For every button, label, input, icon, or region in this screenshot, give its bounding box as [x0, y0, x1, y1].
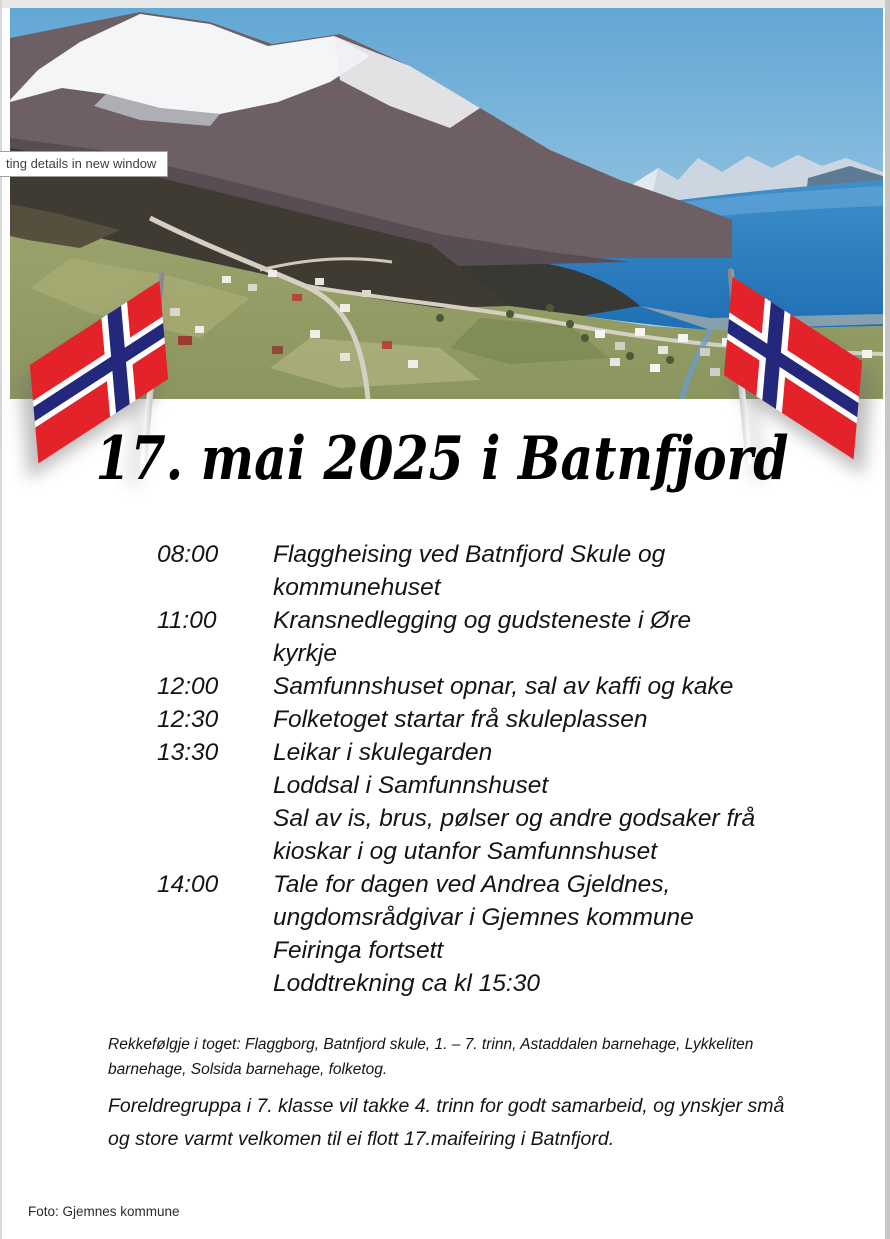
schedule-description: Leikar i skulegarden Loddsal i Samfunnshuset Sal av is, brus, pølser og andre godsaker frå kioskar i og utanfor Samfunnshuset [273, 739, 756, 865]
schedule-time: 13:30 [157, 739, 219, 766]
window-right-edge[interactable] [885, 0, 890, 1239]
schedule-time: 08:00 [157, 541, 219, 568]
schedule-description: Kransnedlegging og gudsteneste i Øre kyrkje [273, 607, 692, 667]
page-title: 17. mai 2025 i Batnfjord [95, 424, 789, 494]
schedule-time: 12:00 [157, 673, 219, 700]
tooltip: ting details in new window [0, 151, 168, 177]
schedule-row [157, 868, 817, 1000]
schedule-description: Flaggheising ved Batnfjord Skule og kommunehuset [273, 541, 666, 601]
schedule-time: 11:00 [157, 607, 217, 634]
schedule-description: Folketoget startar frå skuleplassen [273, 706, 648, 733]
schedule-description: Tale for dagen ved Andrea Gjeldnes, ungdomsrådgivar i Gjemnes kommune Feiringa fortsett Loddtrekning ca kl 15:30 [273, 871, 694, 997]
schedule-row [157, 538, 817, 604]
schedule-row [157, 703, 817, 736]
schedule-time: 14:00 [157, 871, 219, 898]
schedule-row [157, 604, 817, 670]
schedule-time: 12:30 [157, 706, 219, 733]
schedule-row [157, 736, 817, 868]
schedule-description: Samfunnshuset opnar, sal av kaffi og kake [273, 673, 734, 700]
schedule-row [157, 670, 817, 703]
window-top-strip [0, 0, 890, 8]
window-left-edge [0, 0, 2, 1239]
closing-note: Foreldregruppa i 7. klasse vil takke 4. trinn for godt samarbeid, og ynskjer små og store varmt velkomen til ei flott 17.maifeiring i Batnfjord. [108, 1095, 785, 1150]
photo-credit: Foto: Gjemnes kommune [28, 1204, 180, 1219]
schedule [157, 538, 817, 1000]
parade-order-note: Rekkefølgje i toget: Flaggborg, Batnfjord skule, 1. – 7. trinn, Astaddalen barnehage, Lykkeliten barnehage, Solsida barnehage, folketog. [108, 1036, 754, 1078]
